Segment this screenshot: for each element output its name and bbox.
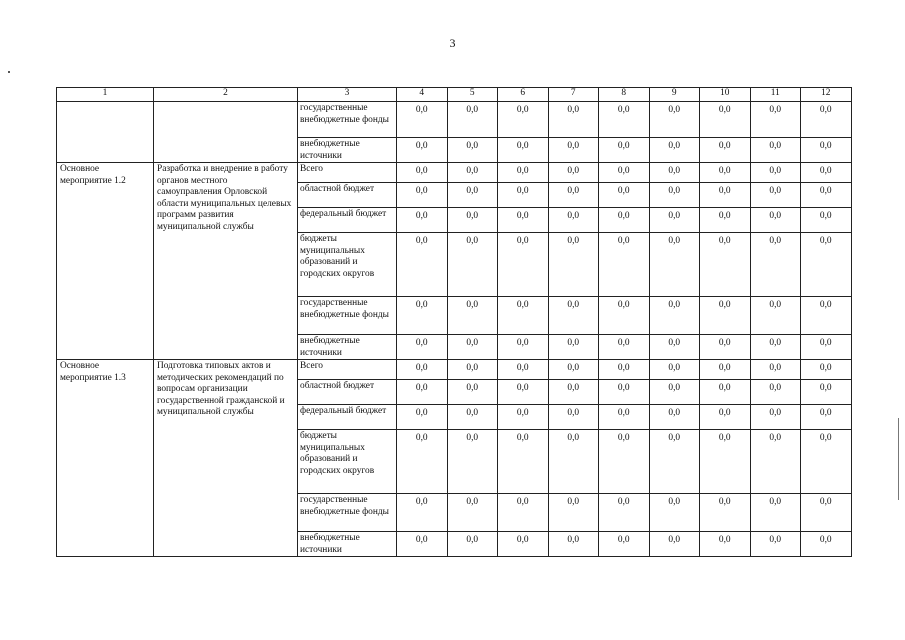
value-cell: 0,0	[700, 494, 751, 532]
value-cell: 0,0	[700, 297, 751, 335]
value-cell: 0,0	[498, 532, 549, 557]
value-cell: 0,0	[447, 494, 498, 532]
activity-name: Основное мероприятие 1.2	[57, 163, 154, 360]
value-cell: 0,0	[498, 335, 549, 360]
funding-source: областной бюджет	[298, 380, 397, 405]
value-cell: 0,0	[447, 430, 498, 494]
value-cell: 0,0	[801, 532, 852, 557]
value-cell: 0,0	[801, 380, 852, 405]
column-header: 2	[154, 88, 298, 102]
value-cell: 0,0	[599, 494, 650, 532]
funding-source: государственные внебюджетные фонды	[298, 102, 397, 138]
value-cell: 0,0	[447, 532, 498, 557]
description-cell-empty	[154, 102, 298, 163]
value-cell: 0,0	[649, 360, 700, 380]
value-cell: 0,0	[801, 335, 852, 360]
column-header: 4	[397, 88, 448, 102]
funding-source: внебюджетные источники	[298, 532, 397, 557]
value-cell: 0,0	[750, 233, 801, 297]
funding-source: бюджеты муниципальных образований и городских округов	[298, 430, 397, 494]
value-cell: 0,0	[649, 532, 700, 557]
funding-source: государственные внебюджетные фонды	[298, 297, 397, 335]
value-cell: 0,0	[498, 360, 549, 380]
value-cell: 0,0	[599, 163, 650, 183]
value-cell: 0,0	[397, 494, 448, 532]
value-cell: 0,0	[700, 208, 751, 233]
value-cell: 0,0	[548, 102, 599, 138]
value-cell: 0,0	[700, 380, 751, 405]
funding-source: внебюджетные источники	[298, 138, 397, 163]
value-cell: 0,0	[700, 405, 751, 430]
value-cell: 0,0	[498, 102, 549, 138]
value-cell: 0,0	[397, 405, 448, 430]
value-cell: 0,0	[700, 233, 751, 297]
value-cell: 0,0	[498, 233, 549, 297]
value-cell: 0,0	[649, 138, 700, 163]
value-cell: 0,0	[700, 360, 751, 380]
scan-edge-mark	[898, 418, 899, 500]
value-cell: 0,0	[700, 335, 751, 360]
value-cell: 0,0	[498, 380, 549, 405]
scan-speck	[8, 71, 10, 73]
value-cell: 0,0	[548, 233, 599, 297]
value-cell: 0,0	[548, 163, 599, 183]
value-cell: 0,0	[599, 405, 650, 430]
column-header: 5	[447, 88, 498, 102]
activity-name: Основное мероприятие 1.3	[57, 360, 154, 557]
value-cell: 0,0	[801, 163, 852, 183]
value-cell: 0,0	[599, 430, 650, 494]
value-cell: 0,0	[649, 380, 700, 405]
value-cell: 0,0	[750, 405, 801, 430]
table-row	[57, 163, 852, 183]
value-cell: 0,0	[498, 494, 549, 532]
value-cell: 0,0	[498, 430, 549, 494]
value-cell: 0,0	[649, 102, 700, 138]
value-cell: 0,0	[548, 380, 599, 405]
value-cell: 0,0	[599, 138, 650, 163]
value-cell: 0,0	[599, 335, 650, 360]
value-cell: 0,0	[397, 233, 448, 297]
value-cell: 0,0	[498, 138, 549, 163]
value-cell: 0,0	[750, 102, 801, 138]
value-cell: 0,0	[801, 102, 852, 138]
value-cell: 0,0	[750, 163, 801, 183]
value-cell: 0,0	[599, 102, 650, 138]
value-cell: 0,0	[447, 163, 498, 183]
value-cell: 0,0	[700, 102, 751, 138]
funding-table	[56, 87, 852, 557]
table-row	[57, 360, 852, 380]
value-cell: 0,0	[397, 183, 448, 208]
value-cell: 0,0	[548, 138, 599, 163]
value-cell: 0,0	[447, 297, 498, 335]
value-cell: 0,0	[397, 380, 448, 405]
funding-source: федеральный бюджет	[298, 208, 397, 233]
value-cell: 0,0	[750, 335, 801, 360]
value-cell: 0,0	[801, 360, 852, 380]
value-cell: 0,0	[447, 233, 498, 297]
value-cell: 0,0	[397, 297, 448, 335]
table-body	[57, 102, 852, 557]
value-cell: 0,0	[498, 405, 549, 430]
table-row	[57, 102, 852, 138]
activity-cell-empty	[57, 102, 154, 163]
value-cell: 0,0	[750, 360, 801, 380]
value-cell: 0,0	[599, 360, 650, 380]
value-cell: 0,0	[397, 430, 448, 494]
column-number-row	[57, 88, 852, 102]
value-cell: 0,0	[447, 405, 498, 430]
column-header: 8	[599, 88, 650, 102]
value-cell: 0,0	[548, 335, 599, 360]
value-cell: 0,0	[750, 494, 801, 532]
funding-source: внебюджетные источники	[298, 335, 397, 360]
value-cell: 0,0	[397, 163, 448, 183]
column-header: 6	[498, 88, 549, 102]
value-cell: 0,0	[498, 163, 549, 183]
value-cell: 0,0	[548, 405, 599, 430]
value-cell: 0,0	[498, 208, 549, 233]
value-cell: 0,0	[599, 297, 650, 335]
funding-source: Всего	[298, 360, 397, 380]
value-cell: 0,0	[750, 430, 801, 494]
column-header: 11	[750, 88, 801, 102]
funding-source: областной бюджет	[298, 183, 397, 208]
value-cell: 0,0	[801, 138, 852, 163]
table-header	[57, 88, 852, 102]
value-cell: 0,0	[599, 532, 650, 557]
value-cell: 0,0	[599, 380, 650, 405]
column-header: 7	[548, 88, 599, 102]
value-cell: 0,0	[649, 183, 700, 208]
value-cell: 0,0	[750, 208, 801, 233]
value-cell: 0,0	[801, 297, 852, 335]
funding-source: государственные внебюджетные фонды	[298, 494, 397, 532]
value-cell: 0,0	[649, 405, 700, 430]
value-cell: 0,0	[548, 183, 599, 208]
value-cell: 0,0	[750, 532, 801, 557]
value-cell: 0,0	[599, 208, 650, 233]
value-cell: 0,0	[700, 430, 751, 494]
value-cell: 0,0	[397, 138, 448, 163]
value-cell: 0,0	[498, 183, 549, 208]
value-cell: 0,0	[649, 430, 700, 494]
value-cell: 0,0	[447, 208, 498, 233]
value-cell: 0,0	[397, 360, 448, 380]
value-cell: 0,0	[801, 208, 852, 233]
column-header: 12	[801, 88, 852, 102]
value-cell: 0,0	[447, 102, 498, 138]
value-cell: 0,0	[649, 163, 700, 183]
value-cell: 0,0	[548, 430, 599, 494]
value-cell: 0,0	[599, 183, 650, 208]
value-cell: 0,0	[649, 494, 700, 532]
value-cell: 0,0	[548, 494, 599, 532]
value-cell: 0,0	[801, 494, 852, 532]
value-cell: 0,0	[700, 532, 751, 557]
value-cell: 0,0	[397, 102, 448, 138]
value-cell: 0,0	[700, 138, 751, 163]
activity-description: Подготовка типовых актов и методических рекомендаций по вопросам организации государственной гражданской и муниципальной службы	[154, 360, 298, 557]
value-cell: 0,0	[750, 183, 801, 208]
value-cell: 0,0	[397, 532, 448, 557]
value-cell: 0,0	[447, 138, 498, 163]
value-cell: 0,0	[801, 233, 852, 297]
column-header: 3	[298, 88, 397, 102]
value-cell: 0,0	[801, 405, 852, 430]
value-cell: 0,0	[649, 335, 700, 360]
value-cell: 0,0	[548, 360, 599, 380]
value-cell: 0,0	[548, 532, 599, 557]
value-cell: 0,0	[700, 163, 751, 183]
column-header: 10	[700, 88, 751, 102]
value-cell: 0,0	[397, 335, 448, 360]
value-cell: 0,0	[599, 233, 650, 297]
value-cell: 0,0	[649, 208, 700, 233]
value-cell: 0,0	[700, 183, 751, 208]
value-cell: 0,0	[447, 380, 498, 405]
value-cell: 0,0	[649, 297, 700, 335]
funding-source: федеральный бюджет	[298, 405, 397, 430]
column-header: 9	[649, 88, 700, 102]
value-cell: 0,0	[498, 297, 549, 335]
funding-source: Всего	[298, 163, 397, 183]
activity-description: Разработка и внедрение в работу органов местного самоуправления Орловской области муниципальных целевых программ развития муниципальной службы	[154, 163, 298, 360]
value-cell: 0,0	[447, 335, 498, 360]
value-cell: 0,0	[801, 183, 852, 208]
value-cell: 0,0	[750, 138, 801, 163]
value-cell: 0,0	[548, 297, 599, 335]
value-cell: 0,0	[801, 430, 852, 494]
page-number: 3	[449, 36, 456, 50]
funding-source: бюджеты муниципальных образований и городских округов	[298, 233, 397, 297]
value-cell: 0,0	[447, 360, 498, 380]
value-cell: 0,0	[750, 297, 801, 335]
value-cell: 0,0	[649, 233, 700, 297]
value-cell: 0,0	[548, 208, 599, 233]
value-cell: 0,0	[397, 208, 448, 233]
value-cell: 0,0	[750, 380, 801, 405]
value-cell: 0,0	[447, 183, 498, 208]
column-header: 1	[57, 88, 154, 102]
